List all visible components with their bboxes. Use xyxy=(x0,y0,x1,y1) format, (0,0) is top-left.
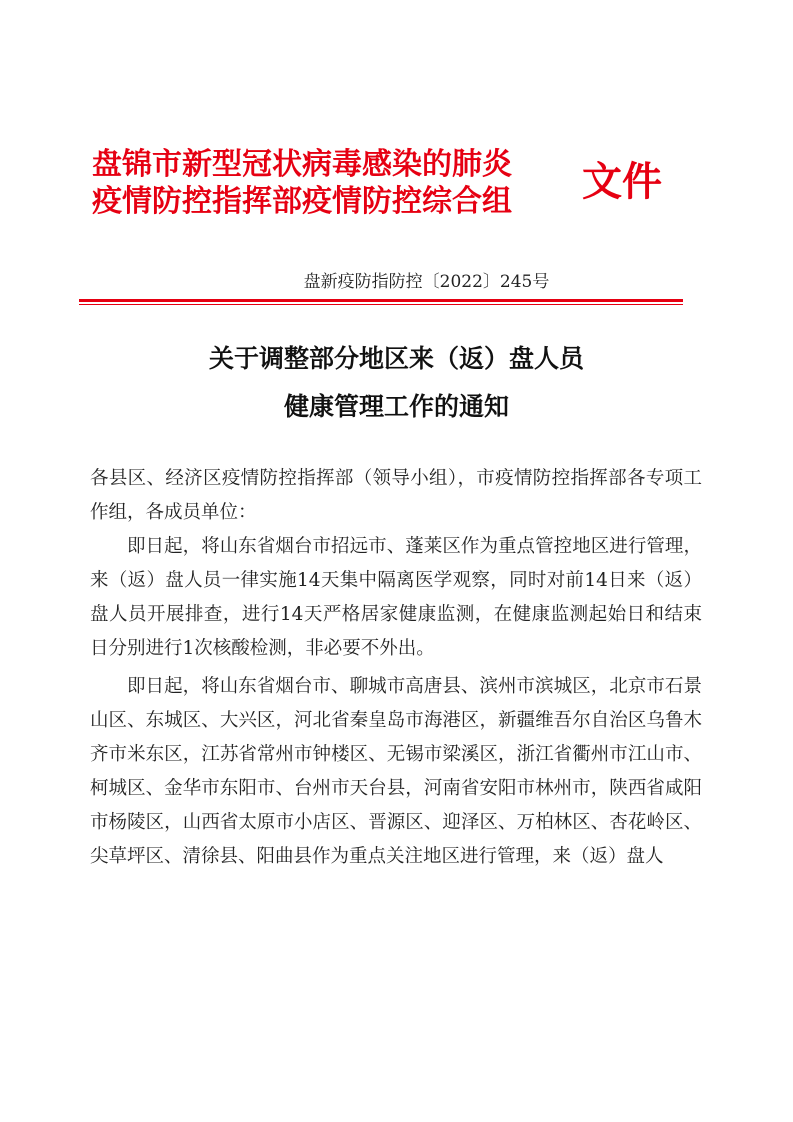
title-line-1: 关于调整部分地区来（返）盘人员 xyxy=(208,344,584,373)
paragraph-2: 即日起，将山东省烟台市、聊城市高唐县、滨州市滨城区，北京市石景山区、东城区、大兴区，河北省秦皇岛市海港区，新疆维吾尔自治区乌鲁木齐市米东区，江苏省常州市钟楼区、无锡市梁溪区，浙江省衢州市江山市、柯城区、金华市东阳市、台州市天台县，河南省安阳市林州市，陕西省咸阳市杨陵区，山西省太原市小店区、晋源区、迎泽区、万柏林区、杏花岭区、尖草坪区、清徐县、阳曲县作为重点关注地区进行管理，来（返）盘人 xyxy=(90,676,702,867)
issuing-organization xyxy=(92,146,572,220)
paragraph-1: 即日起，将山东省烟台市招远市、蓬莱区作为重点管控地区进行管理，来（返）盘人员一律实施14天集中隔离医学观察，同时对前14日来（返）盘人员开展排查，进行14天严格居家健康监测，在健康监测起始日和结束日分别进行1次核酸检测，非必要不外出。 xyxy=(90,536,702,659)
document-title xyxy=(0,335,793,431)
salutation: 各县区、经济区疫情防控指挥部（领导小组），市疫情防控指挥部各专项工作组，各成员单位： xyxy=(90,468,702,523)
title-line-2: 健康管理工作的通知 xyxy=(283,392,509,421)
document-suffix: 文件 xyxy=(582,158,662,205)
org-line-2: 疫情防控指挥部疫情防控综合组 xyxy=(92,184,512,219)
red-divider-thick xyxy=(79,299,683,302)
document-body xyxy=(90,462,702,874)
org-line-1: 盘锦市新型冠状病毒感染的肺炎 xyxy=(92,147,512,182)
red-divider-thin xyxy=(79,304,683,305)
document-number: 盘新疫防指防控〔2022〕245号 xyxy=(303,272,550,292)
